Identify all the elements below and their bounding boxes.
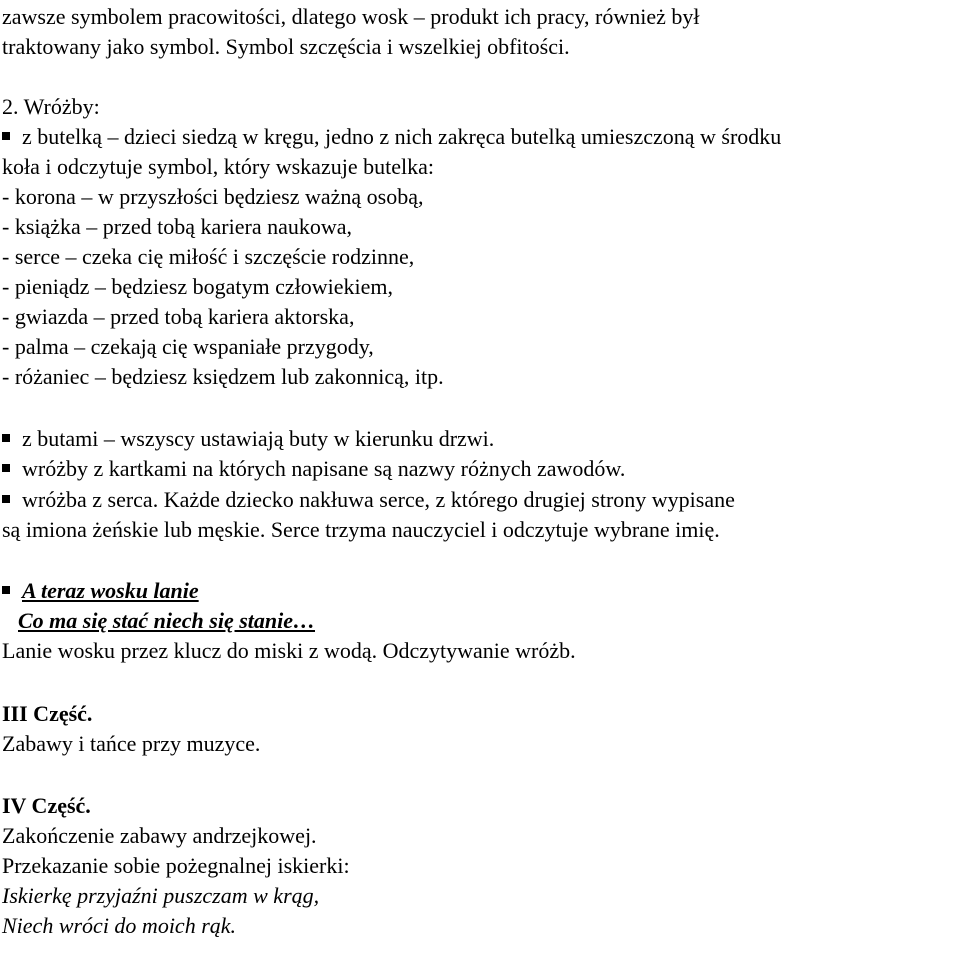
- section-2-heading: 2. Wróżby:: [2, 94, 100, 119]
- part-4-line-2: Przekazanie sobie pożegnalnej iskierki:: [2, 853, 350, 878]
- wax-subtitle: Co ma się stać niech się stanie…: [18, 608, 315, 633]
- part-3-text: Zabawy i tańce przy muzyce.: [2, 731, 261, 756]
- symbol-item: - książka – przed tobą kariera naukowa,: [2, 214, 353, 239]
- heart-line-1: wróżba z serca. Każde dziecko nakłuwa serce, z którego drugiej strony wypisane: [22, 487, 735, 512]
- square-bullet-icon: [2, 464, 10, 472]
- bottle-line-2: koła i odczytuje symbol, który wskazuje butelka:: [2, 154, 434, 179]
- intro-line-2: traktowany jako symbol. Symbol szczęścia i wszelkiej obfitości.: [2, 34, 570, 59]
- square-bullet-icon: [2, 434, 10, 442]
- poem-line-1: Iskierkę przyjaźni puszczam w krąg,: [2, 883, 320, 908]
- bullet-bottle: [2, 122, 781, 152]
- bottle-line-1: z butelką – dzieci siedzą w kręgu, jedno z nich zakręca butelką umieszczoną w środku: [22, 124, 782, 149]
- intro-line-1: zawsze symbolem pracowitości, dlatego wosk – produkt ich pracy, również był: [2, 4, 700, 29]
- bullet-wax: [2, 576, 199, 606]
- part-3-heading: III Część.: [2, 701, 93, 726]
- part-4-heading: IV Część.: [2, 793, 91, 818]
- symbol-item: - korona – w przyszłości będziesz ważną osobą,: [2, 184, 424, 209]
- symbol-item: - gwiazda – przed tobą kariera aktorska,: [2, 304, 355, 329]
- square-bullet-icon: [2, 495, 10, 503]
- heart-line-2: są imiona żeńskie lub męskie. Serce trzyma nauczyciel i odczytuje wybrane imię.: [2, 517, 720, 542]
- square-bullet-icon: [2, 132, 10, 140]
- symbol-item: - palma – czekają cię wspaniałe przygody,: [2, 334, 374, 359]
- bullet-heart: [2, 485, 735, 515]
- wax-title: A teraz wosku lanie: [22, 578, 199, 603]
- cards-text: wróżby z kartkami na których napisane są nazwy różnych zawodów.: [22, 456, 626, 481]
- symbol-item: - różaniec – będziesz księdzem lub zakonnicą, itp.: [2, 364, 444, 389]
- bullet-shoes: [2, 424, 494, 454]
- part-4-line-1: Zakończenie zabawy andrzejkowej.: [2, 823, 317, 848]
- shoes-text: z butami – wszyscy ustawiają buty w kierunku drzwi.: [22, 426, 495, 451]
- square-bullet-icon: [2, 586, 10, 594]
- wax-text: Lanie wosku przez klucz do miski z wodą. Odczytywanie wróżb.: [2, 638, 576, 663]
- symbol-item: - pieniądz – będziesz bogatym człowiekiem,: [2, 274, 393, 299]
- wax-subtitle-wrap: [18, 606, 315, 636]
- poem-line-2: Niech wróci do moich rąk.: [2, 913, 237, 938]
- symbol-item: - serce – czeka cię miłość i szczęście rodzinne,: [2, 244, 415, 269]
- bullet-cards: [2, 454, 625, 484]
